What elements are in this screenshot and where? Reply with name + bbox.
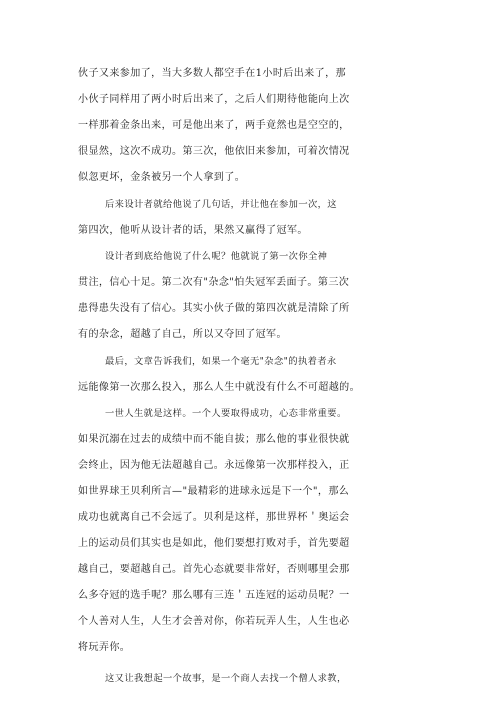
text-line: 很显然，这次不成功。第三次，他依旧来参加，可着次情况 [78, 146, 350, 157]
text-line: 小伙子同样用了两小时后出来了，之后人们期待他能向上次 [78, 94, 350, 105]
text-line: 似忽更坏，金条被另一个人拿到了。 [78, 172, 246, 183]
text-line: 一样那着金条出来，可是他出来了，两手竟然也是空空的， [78, 120, 350, 131]
text-line: 伙子又来参加了，当大多数人都空手在1小时后出来了，那 [78, 68, 346, 79]
text-line: 如果沉溺在过去的成绩中而不能自拔；那么他的事业很快就 [78, 434, 350, 445]
text-line: 有的杂念，超越了自己，所以又夺回了冠军。 [78, 329, 287, 340]
text-line: 贯注，信心十足。第二次有"杂念"怕失冠军丢面子。第三次 [78, 277, 350, 288]
text-line: 个人善对人生，人生才会善对你，你若玩弄人生，人生也必 [78, 616, 350, 627]
text-line: 如世界球王贝利所言—"最精彩的进球永远是下一个"，那么 [78, 486, 350, 497]
text-line: 第四次，他听从设计者的话，果然又赢得了冠军。 [78, 225, 308, 236]
text-line: 上的运动员们其实也是如此，他们要想打败对手，首先要超 [78, 538, 350, 549]
text-line: 最后，文章告诉我们，如果一个毫无"杂念"的执着者永 [105, 356, 337, 367]
text-line: 会终止，因为他无法超越自己。永远像第一次那样投入，正 [78, 460, 350, 471]
text-line: 一世人生就是这样。一个人要取得成功，心态非常重要。 [105, 408, 347, 419]
text-line: 远能像第一次那么投入，那么人生中就没有什么不可超越的。 [78, 382, 361, 393]
text-line: 这又让我想起一个故事，是一个商人去找一个僧人求教， [105, 673, 347, 684]
text-line: 设计者到底给他说了什么呢？他就说了第一次你全神 [105, 251, 328, 262]
text-line: 越自己，要超越自己。首先心态就要非常好，否则哪里会那 [78, 564, 350, 575]
text-line: 患得患失没有了信心。其实小伙子做的第四次就是清除了所 [78, 303, 350, 314]
text-line: 将玩弄你。 [78, 642, 131, 653]
text-line: 后来设计者就给他说了几句话，并让他在参加一次，这 [105, 199, 337, 210]
text-line: 么多夺冠的选手呢？那么哪有三连＇五连冠的运动员呢？一 [78, 590, 350, 601]
text-line: 成功也就离自己不会远了。贝利是这样，那世界杯＇奥运会 [78, 512, 350, 523]
